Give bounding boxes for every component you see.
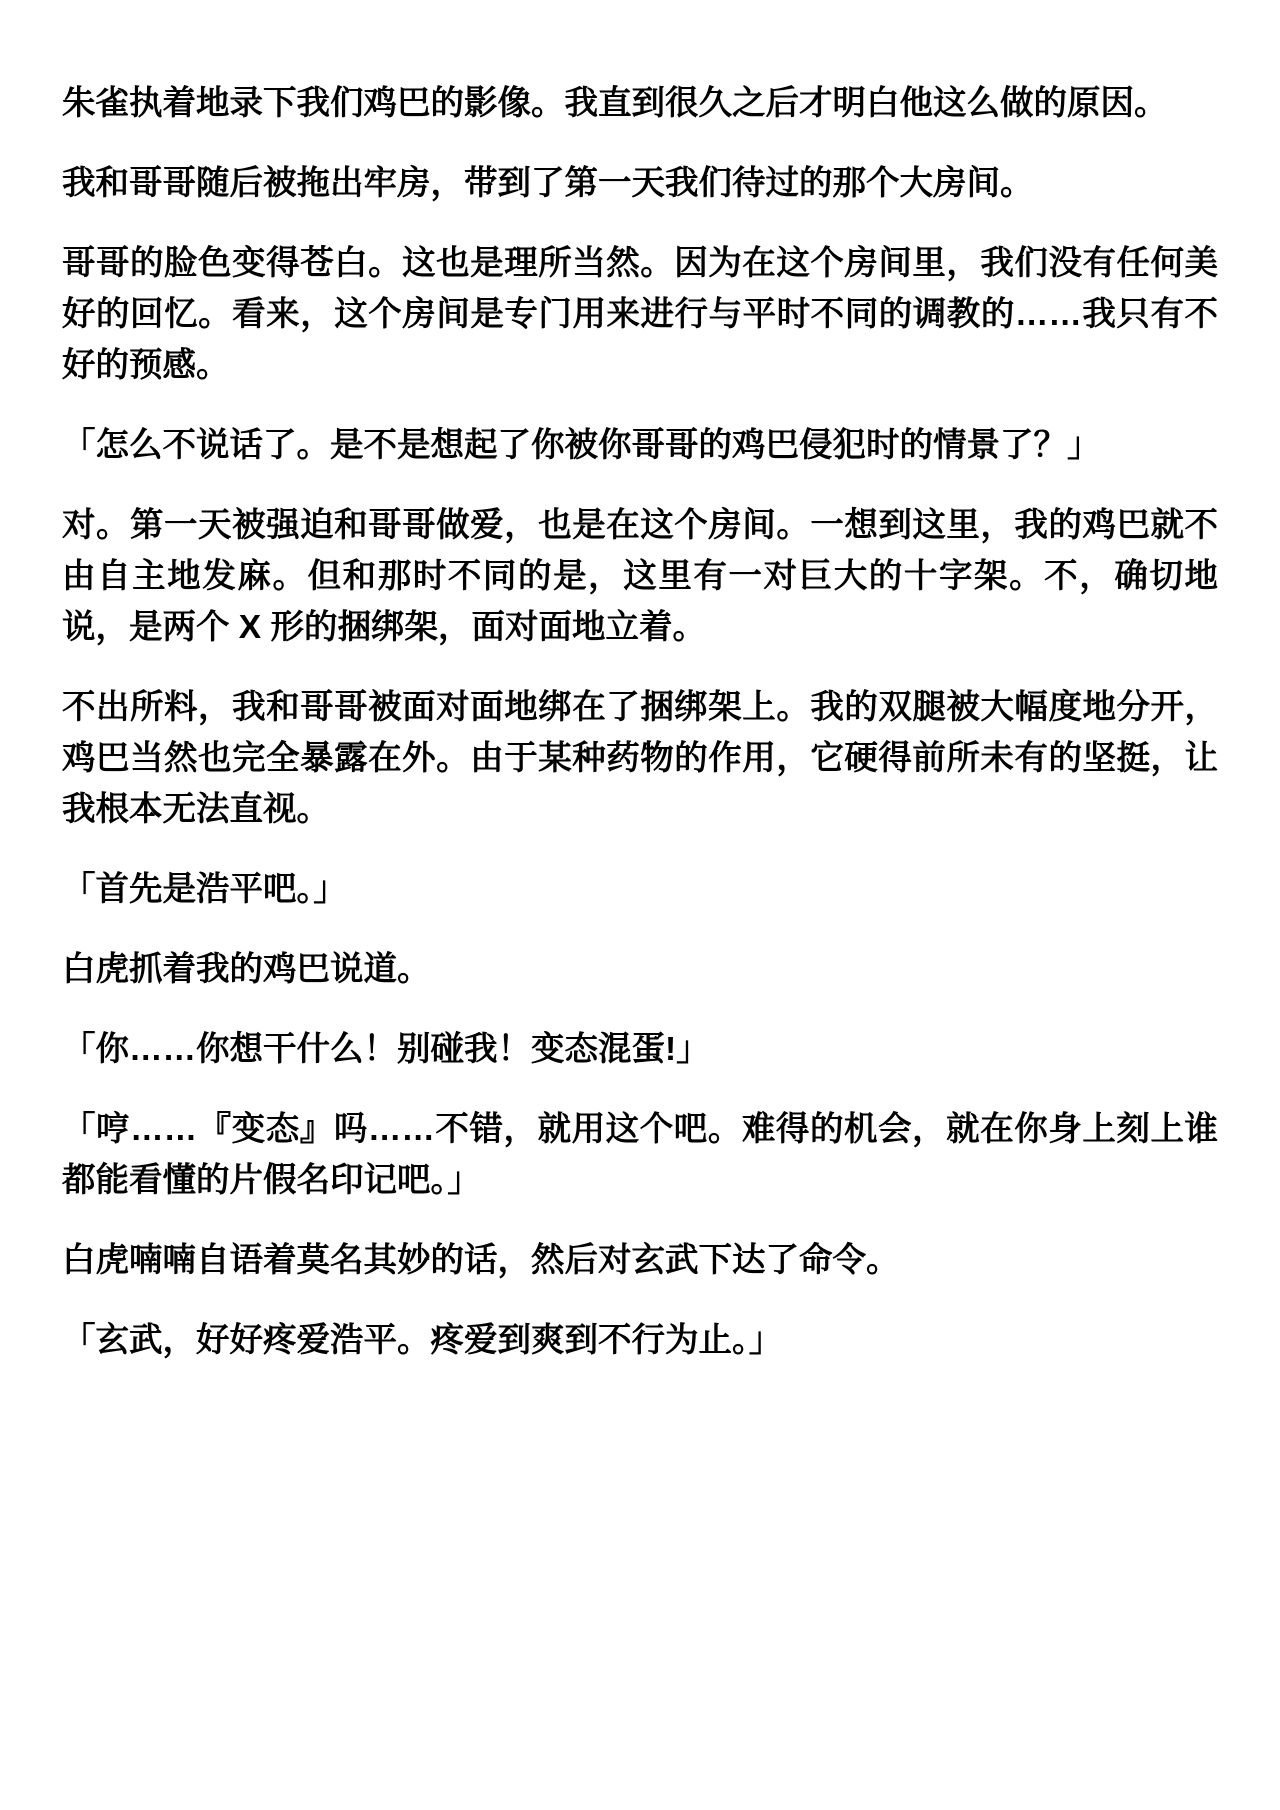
story-text xyxy=(62,78,1218,1366)
paragraph: 「你……你想干什么！别碰我！变态混蛋!」 xyxy=(62,1031,710,1068)
paragraph: 不出所料，我和哥哥被面对面地绑在了捆绑架上。我的双腿被大幅度地分开，鸡巴当然也完全暴露在外。由于某种药物的作用，它硬得前所未有的坚挺，让我根本无法直视。 xyxy=(62,689,1218,828)
paragraph: 白虎喃喃自语着莫名其妙的话，然后对玄武下达了命令。 xyxy=(62,1242,900,1279)
paragraph: 哥哥的脸色变得苍白。这也是理所当然。因为在这个房间里，我们没有任何美好的回忆。看来，这个房间是专门用来进行与平时不同的调教的……我只有不好的预感。 xyxy=(62,245,1218,384)
paragraph: 白虎抓着我的鸡巴说道。 xyxy=(62,951,431,988)
paragraph: 对。第一天被强迫和哥哥做爱，也是在这个房间。一想到这里，我的鸡巴就不由自主地发麻。但和那时不同的是，这里有一对巨大的十字架。不，确切地说，是两个 X 形的捆绑架，面对面地立着。 xyxy=(62,507,1218,646)
paragraph: 「哼……『变态』吗……不错，就用这个吧。难得的机会，就在你身上刻上谁都能看懂的片假名印记吧。」 xyxy=(62,1111,1218,1199)
paragraph: 「首先是浩平吧。」 xyxy=(62,871,347,908)
paragraph: 「玄武，好好疼爱浩平。疼爱到爽到不行为止。」 xyxy=(62,1322,783,1359)
paragraph: 我和哥哥随后被拖出牢房，带到了第一天我们待过的那个大房间。 xyxy=(62,165,1034,202)
paragraph: 「怎么不说话了。是不是想起了你被你哥哥的鸡巴侵犯时的情景了？」 xyxy=(62,427,1101,464)
paragraph: 朱雀执着地录下我们鸡巴的影像。我直到很久之后才明白他这么做的原因。 xyxy=(62,85,1168,122)
